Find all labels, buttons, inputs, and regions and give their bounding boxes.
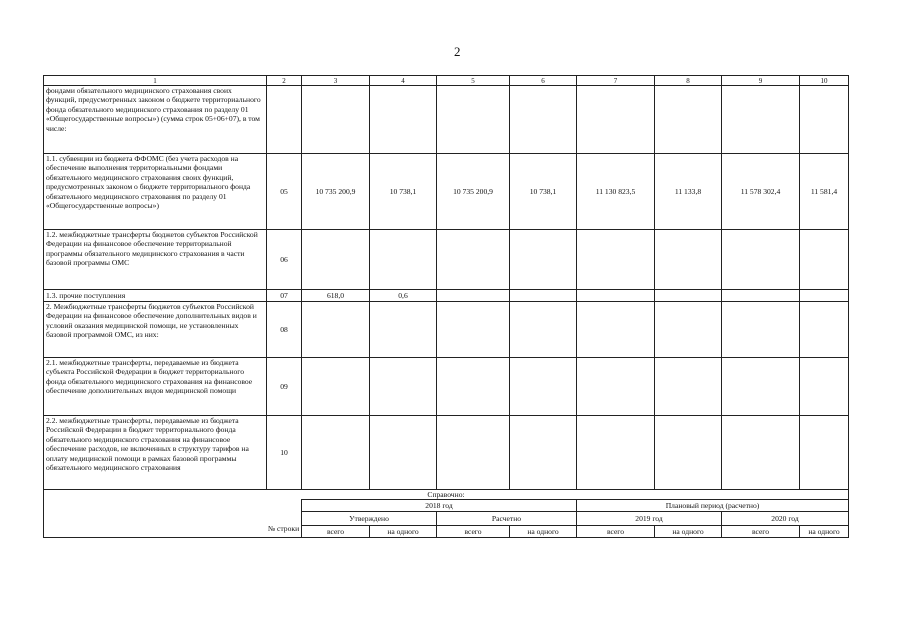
row-code: 08 xyxy=(267,302,302,358)
row-value xyxy=(437,86,510,154)
col-header: 7 xyxy=(577,76,655,86)
row-value: 10 738,1 xyxy=(370,154,437,230)
row-value xyxy=(655,302,722,358)
table-row xyxy=(44,358,849,416)
row-value xyxy=(302,230,370,290)
total-label: всего xyxy=(577,526,655,538)
column-number-row xyxy=(44,76,849,86)
per-one-label: на одного xyxy=(370,526,437,538)
col-header: 6 xyxy=(510,76,577,86)
row-value xyxy=(302,302,370,358)
row-value xyxy=(800,416,849,490)
row-description: 1.3. прочие поступления xyxy=(44,290,267,302)
page-number: 2 xyxy=(454,44,461,59)
row-value xyxy=(437,230,510,290)
budget-table xyxy=(43,75,849,538)
total-label: всего xyxy=(437,526,510,538)
row-value xyxy=(577,302,655,358)
reference-section xyxy=(44,490,849,538)
row-value: 10 735 200,9 xyxy=(302,154,370,230)
per-one-label: на одного xyxy=(800,526,849,538)
row-value xyxy=(510,290,577,302)
col-header: 2 xyxy=(267,76,302,86)
col-header: 8 xyxy=(655,76,722,86)
col-header: 10 xyxy=(800,76,849,86)
planned-period-label: Плановый период (расчетно) xyxy=(577,500,849,512)
row-value xyxy=(577,358,655,416)
table-row xyxy=(44,302,849,358)
table-row xyxy=(44,154,849,230)
estimated-label: Расчетно xyxy=(437,512,577,526)
row-value xyxy=(510,86,577,154)
row-value xyxy=(722,230,800,290)
row-value xyxy=(577,230,655,290)
row-value: 0,6 xyxy=(370,290,437,302)
row-value xyxy=(437,416,510,490)
row-value xyxy=(302,86,370,154)
row-value xyxy=(722,290,800,302)
row-value xyxy=(655,358,722,416)
row-value: 11 130 823,5 xyxy=(577,154,655,230)
row-value xyxy=(437,358,510,416)
col-header: 5 xyxy=(437,76,510,86)
row-value xyxy=(370,302,437,358)
row-value xyxy=(800,290,849,302)
row-description: 2. Межбюджетные трансферты бюджетов субъектов Российской Федерации на финансовое обеспечение дополнительных видов и условий оказания медицинской помощи, не установленных базовой программой ОМС, из них: xyxy=(44,302,267,358)
row-value xyxy=(800,358,849,416)
row-value xyxy=(722,86,800,154)
per-one-label: на одного xyxy=(510,526,577,538)
row-value xyxy=(370,86,437,154)
row-value xyxy=(510,358,577,416)
row-value: 11 133,8 xyxy=(655,154,722,230)
row-value xyxy=(370,358,437,416)
row-value xyxy=(302,358,370,416)
row-value xyxy=(800,86,849,154)
approved-label: Утверждено xyxy=(302,512,437,526)
col-header: 1 xyxy=(44,76,267,86)
row-value: 618,0 xyxy=(302,290,370,302)
row-value: 11 581,4 xyxy=(800,154,849,230)
row-value xyxy=(655,290,722,302)
row-value xyxy=(510,230,577,290)
table-row xyxy=(44,416,849,490)
row-description: фондами обязательного медицинского страхования своих функций, предусмотренных законом о бюджете территориального фонда обязательного медицинского страхования по разделу 01 «Общегосударственные вопросы») (сумма строк 05+06+07), в том числе: xyxy=(44,86,267,154)
col-header: 3 xyxy=(302,76,370,86)
row-code: 09 xyxy=(267,358,302,416)
row-value xyxy=(370,416,437,490)
col-header: 9 xyxy=(722,76,800,86)
table-row xyxy=(44,230,849,290)
row-value xyxy=(722,358,800,416)
row-value xyxy=(510,302,577,358)
total-label: всего xyxy=(302,526,370,538)
row-value xyxy=(370,230,437,290)
col-header: 4 xyxy=(370,76,437,86)
row-code: 06 xyxy=(267,230,302,290)
row-value xyxy=(577,416,655,490)
total-label: всего xyxy=(722,526,800,538)
row-value xyxy=(437,302,510,358)
table-row xyxy=(44,290,849,302)
row-description: 2.1. межбюджетные трансферты, передаваемые из бюджета субъекта Российской Федерации в бюджет территориального фонда обязательного медицинского страхования на финансовое обеспечение дополнительных видов медицинской помощи xyxy=(44,358,267,416)
reference-title: Справочно: xyxy=(44,490,849,500)
line-number-label: № строки xyxy=(267,524,300,533)
row-value xyxy=(437,290,510,302)
row-value xyxy=(510,416,577,490)
row-value: 10 738,1 xyxy=(510,154,577,230)
row-value: 11 578 302,4 xyxy=(722,154,800,230)
row-value xyxy=(655,86,722,154)
row-value xyxy=(655,416,722,490)
row-value xyxy=(655,230,722,290)
year-2018-label: 2018 год xyxy=(302,500,577,512)
row-code: 07 xyxy=(267,290,302,302)
row-value xyxy=(800,230,849,290)
row-value xyxy=(800,302,849,358)
table-row xyxy=(44,86,849,154)
row-description: 1.2. межбюджетные трансферты бюджетов субъектов Российской Федерации на финансовое обеспечение территориальной программы обязательного медицинского страхования в части базовой программы ОМС xyxy=(44,230,267,290)
row-value xyxy=(302,416,370,490)
row-description: 2.2. межбюджетные трансферты, передаваемые из бюджета Российской Федерации в бюджет территориального фонда обязательного медицинского страхования на финансовое обеспечение расходов, не включенных в структуру тарифов на оплату медицинской помощи в рамках базовой программы обязательного медицинского страхования xyxy=(44,416,267,490)
row-value: 10 735 200,9 xyxy=(437,154,510,230)
row-value xyxy=(722,416,800,490)
row-code: 05 xyxy=(267,154,302,230)
row-code xyxy=(267,86,302,154)
row-value xyxy=(577,86,655,154)
row-value xyxy=(722,302,800,358)
row-value xyxy=(577,290,655,302)
year-2019-label: 2019 год xyxy=(577,512,722,526)
per-one-label: на одного xyxy=(655,526,722,538)
row-code: 10 xyxy=(267,416,302,490)
row-description: 1.1. субвенции из бюджета ФФОМС (без учета расходов на обеспечение выполнения территориальными фондами обязательного медицинского страхования своих функций, предусмотренных законом о бюджете территориального фонда обязательного медицинского страхования по разделу 01 «Общегосударственные вопросы») xyxy=(44,154,267,230)
year-2020-label: 2020 год xyxy=(722,512,849,526)
